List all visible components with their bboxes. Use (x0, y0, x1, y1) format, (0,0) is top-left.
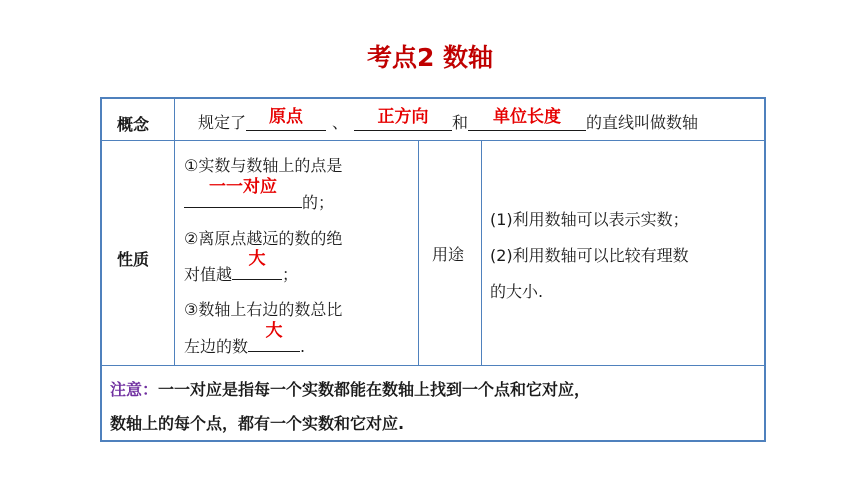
concept-suffix: 的直线叫做数轴 (586, 113, 699, 132)
blank-unit-length (468, 108, 586, 131)
blank-larger-abs (232, 249, 282, 280)
usage-line1: (1)利用数轴可以表示实数； (490, 210, 689, 229)
table-border-top (100, 97, 766, 99)
note-line1 (110, 373, 590, 407)
usage-line3: 的大小. (490, 282, 544, 301)
table-border-left (100, 97, 102, 442)
note-label: 注意： (110, 380, 159, 399)
concept-prefix: 规定了 (198, 113, 247, 132)
note-text1: 一一对应是指每一个实数都能在数轴上找到一个点和它对应， (158, 380, 591, 399)
blank-one-to-one (184, 177, 302, 208)
property-item1-line2 (184, 177, 335, 219)
property-item3-end: . (300, 337, 306, 356)
blank-origin (246, 108, 326, 131)
answer-direction: 正方向 (377, 107, 429, 127)
property-item3-line2 (184, 321, 306, 363)
answer-one-to-one: 一一对应 (209, 177, 277, 197)
usage-label: 用途 (432, 245, 465, 264)
page-title: 考点2 数轴 (366, 43, 494, 72)
table-divider (174, 97, 175, 365)
concept-sep1: 、 (332, 113, 349, 132)
table-divider (100, 365, 766, 366)
property-item2-prefix: 对值越 (184, 265, 233, 284)
table-divider (481, 140, 482, 365)
property-item3-prefix: 左边的数 (184, 337, 249, 356)
concept-sep2: 和 (452, 113, 469, 132)
note-block (110, 373, 590, 441)
property-item1-line1: ①实数与数轴上的点是 (184, 156, 343, 175)
property-item2-end: ； (282, 265, 299, 284)
property-label: 性质 (117, 250, 150, 269)
answer-origin: 原点 (269, 107, 304, 127)
table-border-right (764, 97, 766, 442)
property-item1-end: 的； (302, 193, 335, 212)
usage-line2: (2)利用数轴可以比较有理数 (490, 246, 689, 265)
blank-larger-right (248, 321, 300, 352)
answer-larger-abs: 大 (248, 249, 266, 269)
concept-text (198, 108, 698, 138)
note-line2: 数轴上的每个点，都有一个实数和它对应. (110, 414, 405, 433)
property-item2-line2 (184, 249, 299, 291)
property-item2-line1: ②离原点越远的数的绝 (184, 229, 343, 248)
table-divider (418, 140, 419, 365)
blank-direction (354, 108, 452, 131)
table-divider (100, 140, 766, 141)
answer-unit-length: 单位长度 (493, 107, 562, 127)
property-item3-line1: ③数轴上右边的数总比 (184, 300, 343, 319)
concept-label: 概念 (117, 115, 150, 134)
answer-larger-right: 大 (265, 321, 283, 341)
